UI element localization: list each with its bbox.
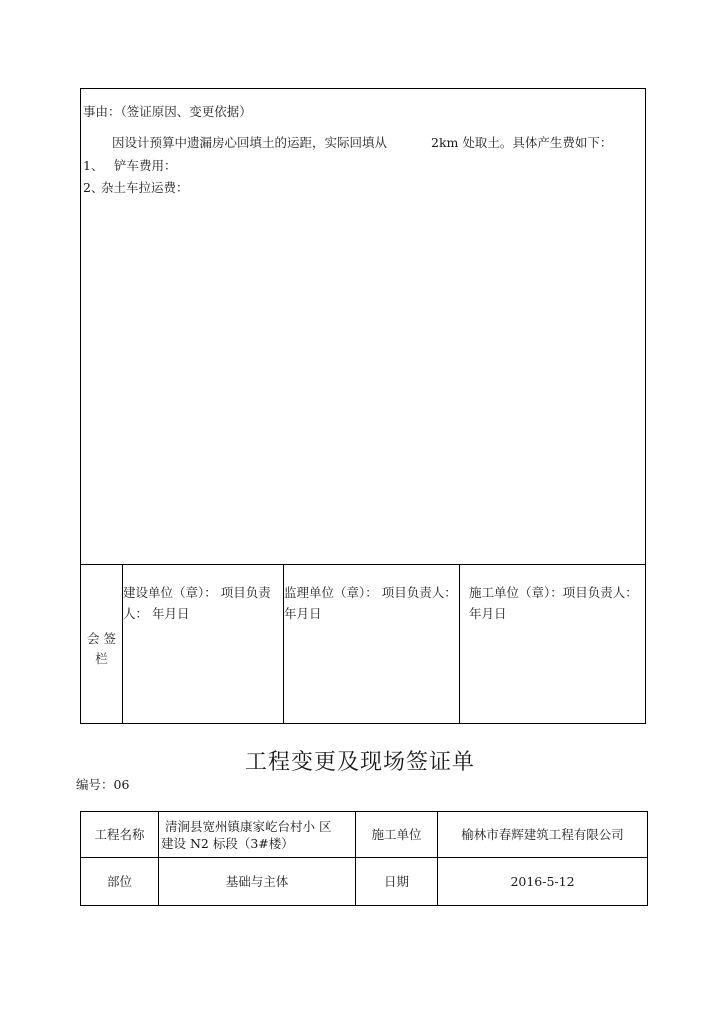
part-label: 部位: [81, 858, 159, 906]
reason-item-text: 杂土车拉运费：: [101, 180, 189, 195]
reason-description-suffix: 2km 处取土。具体产生费如下：: [431, 135, 613, 150]
project-name-value: [159, 812, 356, 858]
table-row: [81, 812, 648, 858]
signoff-contractor: 施工单位（章）：项目负责人：年月日: [469, 585, 638, 621]
column-divider: [459, 564, 460, 723]
reason-item-index: 2、: [83, 180, 104, 195]
signoff-label-line1: 会 签: [87, 631, 116, 646]
contractor-label: 施工单位: [356, 812, 438, 858]
signoff-supervisor: 监理单位（章）： 项目负责人： 年月日: [284, 585, 457, 621]
contractor-value: 榆林市春辉建筑工程有限公司: [438, 812, 648, 858]
date-value: 2016-5-12: [438, 858, 648, 906]
project-name-line1: 清涧县宽州镇康家屹台村小 区: [165, 818, 332, 834]
part-value: 基础与主体: [159, 858, 356, 906]
reason-item-index: 1、: [83, 158, 104, 173]
reason-item-text: 铲车费用：: [114, 158, 177, 173]
table-row: [81, 858, 648, 906]
reason-heading: 事由：（签证原因、变更依据）: [83, 104, 252, 119]
section-divider: [81, 564, 645, 565]
reason-description-prefix: 因设计预算中遗漏房心回填土的运距，实际回填从: [112, 135, 388, 150]
serial-number: 编号：06: [76, 777, 130, 792]
reason-box: [80, 88, 646, 724]
project-name-label: 工程名称: [81, 812, 159, 858]
date-label: 日期: [356, 858, 438, 906]
project-info-table: [80, 811, 648, 906]
project-name-line2: 建设 N2 标段（3#楼）: [161, 835, 294, 851]
document-title: 工程变更及现场签证单: [244, 750, 475, 775]
signoff-construction-owner: 建设单位（章）： 项目负责人： 年月日: [123, 585, 271, 621]
signoff-label-line2: 栏: [95, 651, 108, 666]
